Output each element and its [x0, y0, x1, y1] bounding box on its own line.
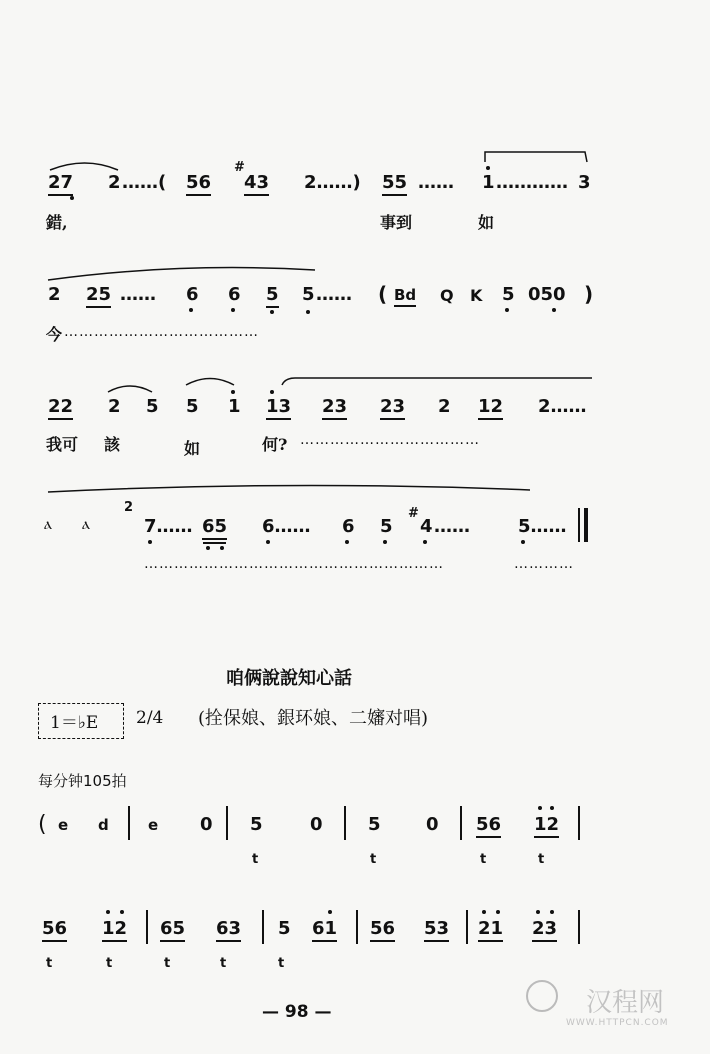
note-group: 56: [186, 172, 211, 193]
key-signature: 1＝♭E: [50, 713, 99, 733]
note-group: 050: [528, 284, 566, 305]
stroke-mark: t: [106, 956, 113, 971]
note-group: 61: [312, 918, 337, 939]
barline: [226, 806, 228, 840]
note: 5: [380, 516, 393, 537]
octave-dot: [505, 308, 509, 312]
octave-dot: [106, 910, 110, 914]
note: 0: [310, 814, 323, 835]
barline: [262, 910, 264, 944]
note: 5: [368, 814, 381, 835]
lyric: 該: [104, 435, 121, 454]
sharp-sign: #: [234, 160, 245, 175]
octave-dot: [550, 910, 554, 914]
note: 0: [426, 814, 439, 835]
note: 2: [48, 284, 61, 305]
sharp-sign: #: [408, 506, 419, 521]
note: 0: [200, 814, 213, 835]
note-group: 56: [370, 918, 395, 939]
paren-open: (: [378, 282, 388, 306]
barline: [460, 806, 462, 840]
note: 5: [502, 284, 515, 305]
note-group: 27: [48, 172, 73, 193]
time-signature: 2/4: [136, 708, 164, 728]
note-group: 65: [160, 918, 185, 939]
breath-mark: ⲁ: [82, 514, 90, 533]
percussion-symbol: K: [470, 286, 483, 305]
page-number: — 98 —: [262, 1002, 332, 1022]
octave-dot: [383, 540, 387, 544]
note-group: 53: [424, 918, 449, 939]
note: 5: [146, 396, 159, 417]
lyric: 事到: [380, 213, 413, 232]
octave-dot: [120, 910, 124, 914]
breath-mark: ⲁ: [44, 514, 52, 533]
stroke-mark: t: [252, 852, 259, 867]
lyric-extension: ………………………………: [300, 432, 480, 448]
lyric-extension: …………………………………: [64, 324, 259, 340]
stroke-mark: t: [220, 956, 227, 971]
note-ext: 2……: [538, 396, 587, 417]
lyric: 我可: [46, 435, 79, 454]
note-group: 55: [382, 172, 407, 193]
octave-dot: [536, 910, 540, 914]
note-group: 56: [476, 814, 501, 835]
note: 2: [438, 396, 451, 417]
performers: (拴保娘、銀环娘、二嬸对唱): [198, 708, 429, 729]
octave-dot: [220, 546, 224, 550]
watermark-url: WWW.HTTPCN.COM: [566, 1018, 669, 1028]
note-group: 23: [322, 396, 347, 417]
dots-ext: …………: [496, 172, 568, 193]
note-group: 56: [42, 918, 67, 939]
paren-open: (: [38, 812, 47, 837]
note-rest-paren: ……(: [122, 172, 167, 193]
octave-dot: [70, 196, 74, 200]
octave-dot: [345, 540, 349, 544]
octave-dot: [231, 308, 235, 312]
barline: [466, 910, 468, 944]
lyric: 今: [46, 325, 63, 344]
note: 5: [278, 918, 291, 939]
grace-note: 2: [124, 500, 134, 515]
barline: [578, 910, 580, 944]
dots-ext: ……: [418, 172, 454, 193]
stroke-mark: t: [46, 956, 53, 971]
stroke-mark: t: [370, 852, 377, 867]
note: 6: [186, 284, 199, 305]
octave-dot: [231, 390, 235, 394]
watermark-logo-icon: [526, 980, 558, 1012]
octave-dot: [306, 310, 310, 314]
note-group: 13: [266, 396, 291, 417]
tempo: 每分钟105拍: [38, 772, 127, 790]
note-group: 65: [202, 516, 227, 537]
note-ext: 6……: [262, 516, 311, 537]
lyric-extension: ……………………………………………………: [144, 556, 444, 572]
note-group: 63: [216, 918, 241, 939]
lyric-extension: …………: [514, 556, 574, 572]
note: 2: [108, 172, 121, 193]
octave-dot: [538, 806, 542, 810]
octave-dot: [552, 308, 556, 312]
note-group: 12: [534, 814, 559, 835]
octave-dot: [496, 910, 500, 914]
dots-ext: ……: [316, 284, 352, 305]
octave-dot: [482, 910, 486, 914]
barline: [344, 806, 346, 840]
note: 5: [266, 284, 279, 305]
percussion-note: d: [98, 816, 109, 834]
note-group: 22: [48, 396, 73, 417]
note-group: 43: [244, 172, 269, 193]
note-group: 23: [380, 396, 405, 417]
stroke-mark: t: [164, 956, 171, 971]
stroke-mark: t: [538, 852, 545, 867]
note: 3: [578, 172, 591, 193]
barline: [356, 910, 358, 944]
barline: [146, 910, 148, 944]
octave-dot: [423, 540, 427, 544]
stroke-mark: t: [480, 852, 487, 867]
paren-close: ): [584, 282, 594, 306]
octave-dot: [206, 546, 210, 550]
note-group: 12: [478, 396, 503, 417]
dots-ext: ……: [434, 516, 470, 537]
stroke-mark: t: [278, 956, 285, 971]
note: 6: [228, 284, 241, 305]
percussion-symbol: Bd: [394, 286, 416, 304]
note: 2: [108, 396, 121, 417]
lyric: 何?: [262, 435, 288, 454]
lyric: 錯,: [46, 213, 68, 232]
final-barline-thin: [578, 508, 580, 542]
note: 1: [228, 396, 241, 417]
lyric: 如: [184, 439, 201, 458]
note-group: 12: [102, 918, 127, 939]
octave-dot: [328, 910, 332, 914]
note: 1: [482, 172, 495, 193]
note-rest-paren: 2……): [304, 172, 361, 193]
octave-dot: [521, 540, 525, 544]
note: 6: [342, 516, 355, 537]
octave-dot: [486, 166, 490, 170]
final-barline-thick: [584, 508, 588, 542]
barline: [128, 806, 130, 840]
octave-dot: [266, 540, 270, 544]
note-group: 23: [532, 918, 557, 939]
octave-dot: [270, 310, 274, 314]
note: 5: [186, 396, 199, 417]
note-ext: 5……: [518, 516, 567, 537]
lyric: 如: [478, 213, 495, 232]
note-ext: 7……: [144, 516, 193, 537]
octave-dot: [189, 308, 193, 312]
percussion-note: e: [58, 816, 69, 834]
dots-ext: ……: [120, 284, 156, 305]
octave-dot: [148, 540, 152, 544]
percussion-symbol: Q: [440, 286, 454, 305]
note: 4: [420, 516, 433, 537]
note-group: 21: [478, 918, 503, 939]
barline: [578, 806, 580, 840]
octave-dot: [270, 390, 274, 394]
watermark-text: 汉程网: [586, 988, 665, 1018]
song-title: 咱俩說說知心話: [226, 668, 352, 689]
percussion-note: e: [148, 816, 159, 834]
note-group: 25: [86, 284, 111, 305]
octave-dot: [550, 806, 554, 810]
note: 5: [250, 814, 263, 835]
note: 5: [302, 284, 315, 305]
